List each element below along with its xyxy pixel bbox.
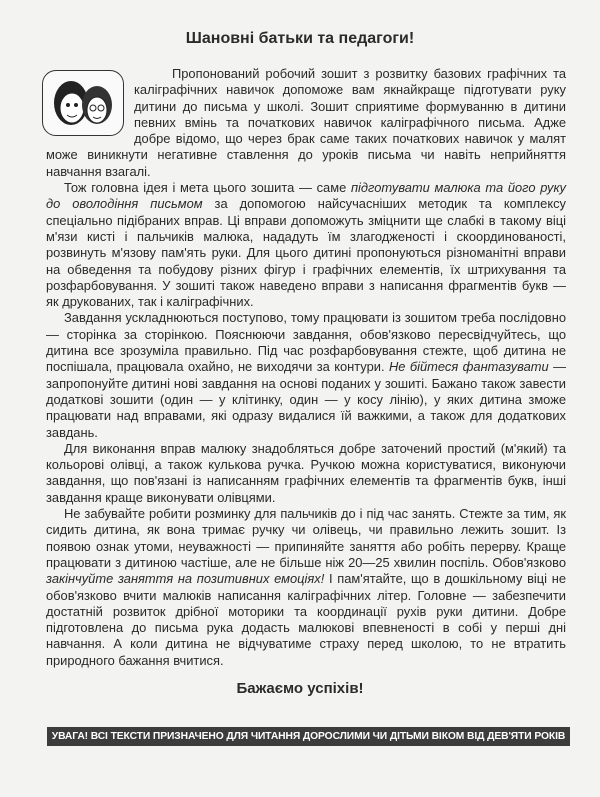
intro-text (46, 66, 566, 669)
emphasis-text: закінчуйте заняття на позитивних емоціях! (46, 571, 325, 587)
age-warning-banner: УВАГА! ВСІ ТЕКСТИ ПРИЗНАЧЕНО ДЛЯ ЧИТАННЯ ДОРОСЛИМИ ЧИ ДІТЬМИ ВІКОМ ВІД ДЕВ'ЯТИ РОКІВ (47, 727, 570, 746)
text-segment: Пропонований робочий зошит з розвитку базових графічних та каліграфічних навичок допоможе вам якнайкраще підготувати руку дитини до письма у школі. Зошит сприятиме формуванню в дитини певних вмінь та початкових навичок каліграфічного письма. Адже добре відомо, що через брак саме таких початкових навичок у малят може виникнути негативне ставлення до уроків письма чи навіть неприйняття навчання взагалі. (46, 66, 566, 179)
paragraph (46, 506, 566, 669)
paragraph (46, 66, 566, 180)
paragraph (46, 180, 566, 310)
emphasis-text: Не бійтеся фантазувати (388, 359, 549, 375)
text-segment: — запропонуйте дитині нові завдання на основі поданих у зошиті. Бажано також завести додаткові зошити (один — у клітинку, один — у косу лінію), у яких дитина зможе працювати над вправами, які одразу видалися їй важкими, а також для додаткових завдань. (46, 359, 566, 440)
text-segment: за допомогою найсучасніших методик та комплексу спеціально підібраних вправ. Ці вправи допоможуть зміцнити ще слабкі в такому віці м'язи кисті і пальчиків малюка, нададуть їм злагодженості і скоординованості, розвинуть м'язову пам'ять руки. Для цього дитині пропонуються різноманітні вправи на обведення та побудову різних фігур і графічних елементів, їх штрихування та розфарбовування. У зошиті також наведено вправи з написання фрагментів букв — як друкованих, так і каліграфічних. (46, 196, 566, 310)
page-title: Шановні батьки та педагоги! (185, 30, 415, 47)
text-segment: Тож головна ідея і мета цього зошита — саме (64, 180, 351, 196)
parents-illustration (42, 70, 124, 136)
paragraph (46, 441, 566, 506)
paragraph (46, 310, 566, 440)
text-segment: Не забувайте робити розминку для пальчиків до і під час занять. Стежте за тим, як сидить дитина, як вона тримає ручку чи олівець, чи правильно лежить зошит. Із появою ознак утоми, неуважності — припиняйте заняття або робіть перерву. Краще працювати з дитиною частіше, але не більше ніж 20—25 хвилин поспіль. Обов'язково (46, 506, 566, 570)
emphasis-text: підготувати малюка та його руку до оволодіння письмом (46, 180, 566, 212)
parent-faces-icon (47, 75, 119, 131)
text-segment: І пам'ятайте, що в дошкільному віці не обов'язково вчити малюків написання каліграфічних літер. Головне — забезпечити достатній розвиток дрібної моторики та координації рухів руки дитини. Добре підготовлена до письма рука додасть малюкові впевненості в собі у перші дні навчання. А коли дитина не відчуватиме страху перед школою, то не втратить природного бажання вчитися. (46, 571, 566, 668)
closing-wish: Бажаємо успіхів! (236, 680, 364, 697)
text-segment: Завдання ускладнюються поступово, тому працювати із зошитом треба послідовно — сторінка за сторінкою. Пояснюючи завдання, обов'язково пересвідчуйтесь, що дитина все зрозуміла правильно. Під час розфарбовування стежте, щоб дитина не поспішала, працювала охайно, не виходячи за контури. (46, 310, 566, 375)
text-segment: Для виконання вправ малюку знадобляться добре заточений простий (м'який) та кольорові олівці, а також кулькова ручка. Ручкою можна користуватися, виконуючи завдання, що пов'язані із написанням графічних елементів та фрагментів букв, інші завдання краще виконувати олівцями. (46, 440, 566, 505)
